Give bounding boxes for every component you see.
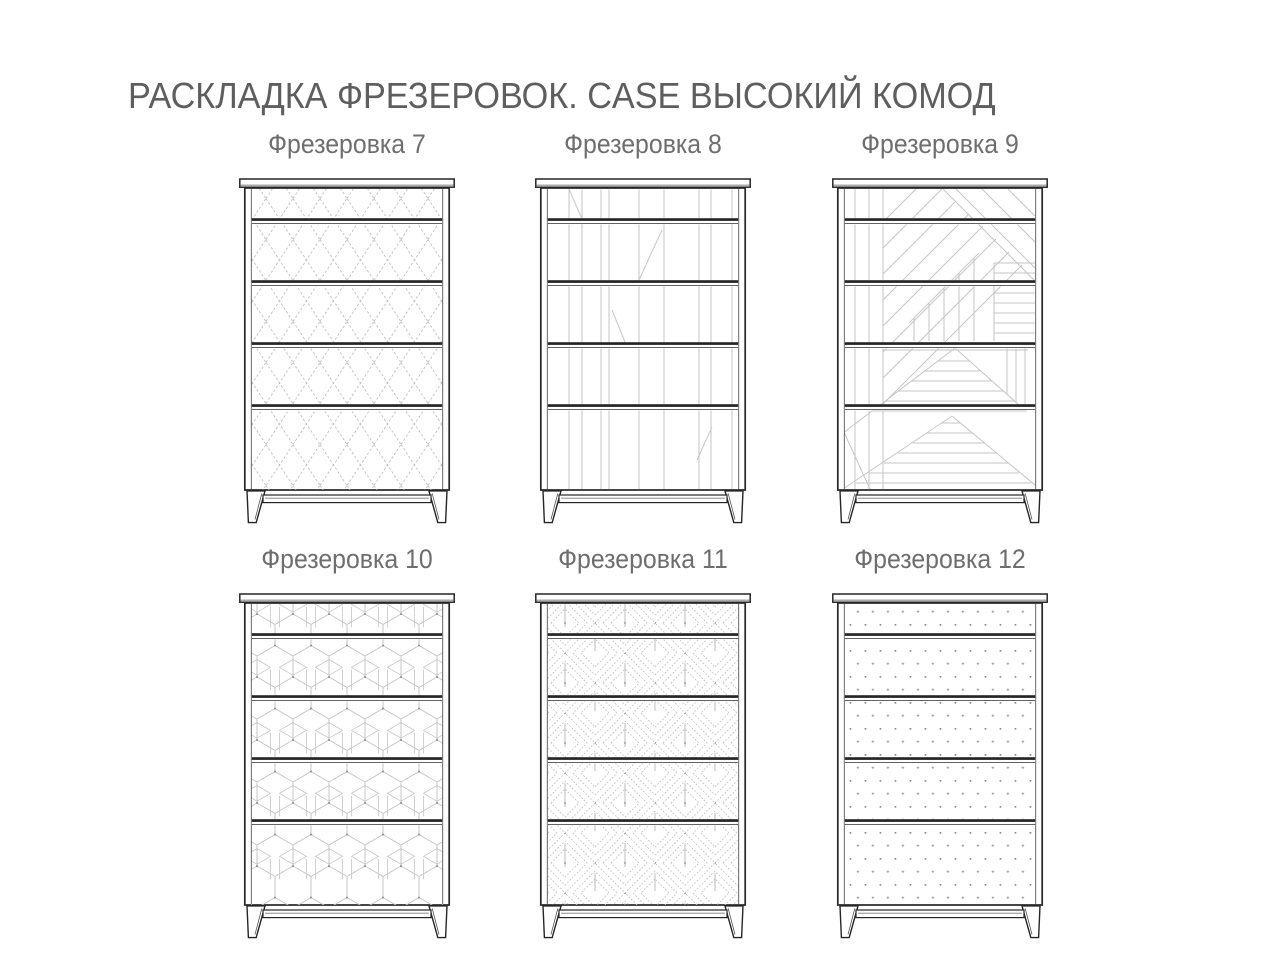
cabinet-leg-left <box>247 906 265 938</box>
cabinet-drawing-area <box>535 593 751 940</box>
cabinet-leg-right <box>429 906 447 938</box>
cabinet-drawing <box>535 593 751 940</box>
drawer-gap <box>845 757 1035 760</box>
cabinet-leg-left <box>247 491 265 523</box>
drawer-gap <box>548 819 738 822</box>
cabinet-top <box>536 594 750 602</box>
leg-rail <box>559 495 727 503</box>
drawer-gap <box>548 757 738 760</box>
cabinet-body <box>838 188 1042 490</box>
cabinet-drawing-area <box>832 593 1048 940</box>
cabinet-top <box>833 594 1047 602</box>
drawer-gap <box>252 342 442 345</box>
cabinet-variant-10 <box>239 544 455 940</box>
cabinet-label: Фрезеровка 11 <box>558 544 728 574</box>
cabinet-drawing-area <box>535 178 751 525</box>
leg-rail <box>263 495 431 503</box>
cabinet-drawing <box>239 593 455 940</box>
cabinet-top <box>536 179 750 187</box>
cabinet-leg-left <box>543 906 561 938</box>
drawer-gap <box>548 404 738 407</box>
cabinet-leg-right <box>1022 906 1040 938</box>
cabinet-top <box>240 179 454 187</box>
page-title: РАСКЛАДКА ФРЕЗЕРОВОК. CASE ВЫСОКИЙ КОМОД <box>128 75 996 116</box>
cabinet-label: Фрезеровка 12 <box>854 544 1026 574</box>
drawer-gap <box>548 695 738 698</box>
cabinet-leg-right <box>725 906 743 938</box>
cabinet-variant-9 <box>832 129 1048 525</box>
cabinet-label: Фрезеровка 8 <box>564 129 722 159</box>
drawer-gap <box>845 404 1035 407</box>
drawer-gap <box>548 633 738 636</box>
drawer-gap <box>845 280 1035 283</box>
drawer-gap <box>252 280 442 283</box>
cabinet-drawing <box>832 593 1048 940</box>
cabinet-leg-right <box>1022 491 1040 523</box>
cabinet-leg-right <box>429 491 447 523</box>
drawer-gap <box>252 695 442 698</box>
cabinet-label: Фрезеровка 7 <box>268 129 426 159</box>
cabinet-leg-left <box>840 491 858 523</box>
drawer-gap <box>845 819 1035 822</box>
milling-pattern <box>251 189 443 490</box>
drawer-gap <box>548 342 738 345</box>
drawer-gap <box>252 633 442 636</box>
leg-rail <box>263 910 431 918</box>
cabinet-body <box>541 188 745 490</box>
milling-pattern <box>251 604 443 905</box>
cabinet-drawing <box>832 178 1048 525</box>
cabinet-top <box>833 179 1047 187</box>
cabinet-variant-8 <box>535 129 751 525</box>
cabinet-drawing-area <box>239 593 455 940</box>
drawer-gap <box>252 757 442 760</box>
drawer-gap <box>548 218 738 221</box>
cabinet-variant-7 <box>239 129 455 525</box>
leg-rail <box>856 910 1024 918</box>
cabinet-drawing <box>535 178 751 525</box>
leg-rail <box>856 495 1024 503</box>
cabinet-label: Фрезеровка 10 <box>261 544 433 574</box>
cabinet-drawing <box>239 178 455 525</box>
cabinet-variant-11 <box>535 544 751 940</box>
drawer-gap <box>548 280 738 283</box>
leg-rail <box>559 910 727 918</box>
cabinet-label: Фрезеровка 9 <box>861 129 1019 159</box>
drawer-gap <box>845 633 1035 636</box>
cabinet-drawing-area <box>832 178 1048 525</box>
cabinet-leg-left <box>840 906 858 938</box>
drawer-gap <box>845 342 1035 345</box>
drawer-gap <box>845 695 1035 698</box>
drawer-gap <box>252 819 442 822</box>
cabinet-top <box>240 594 454 602</box>
milling-pattern <box>844 604 1036 905</box>
drawer-gap <box>845 218 1035 221</box>
cabinet-drawing-area <box>239 178 455 525</box>
milling-pattern <box>547 604 739 905</box>
cabinet-variant-12 <box>832 544 1048 940</box>
drawer-gap <box>252 404 442 407</box>
drawer-gap <box>252 218 442 221</box>
cabinet-leg-left <box>543 491 561 523</box>
cabinet-leg-right <box>725 491 743 523</box>
